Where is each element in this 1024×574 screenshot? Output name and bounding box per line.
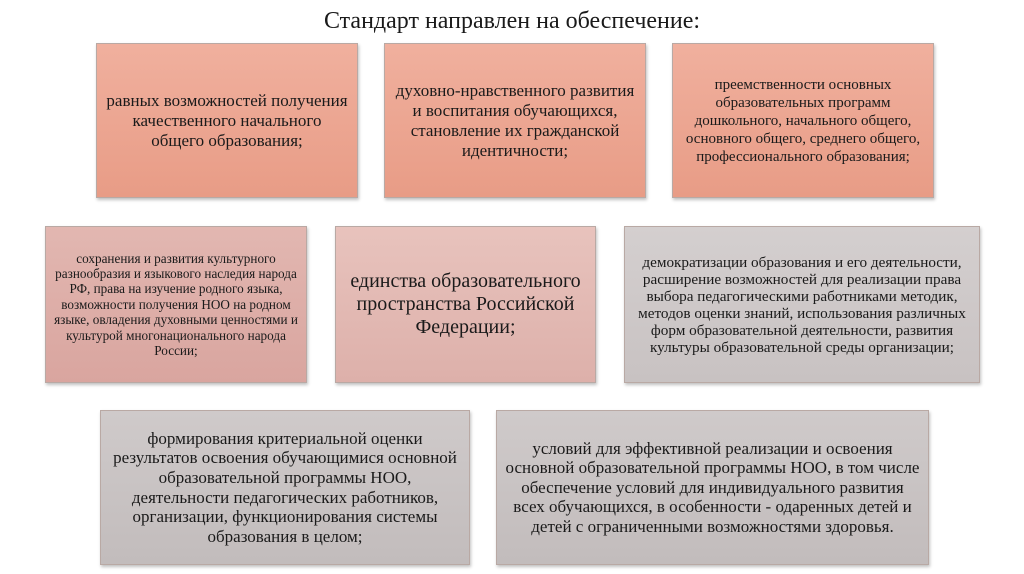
goal-box-educational-unity bbox=[335, 226, 596, 383]
goal-box-democratization bbox=[624, 226, 980, 383]
goal-text: сохранения и развития культурного разнообразия и языкового наследия народа РФ, права на изучение родного языка, возможности получения НОО на родном языке, овладения духовными ценностями и культурой многонационального народа России; bbox=[54, 250, 298, 359]
slide-title: Стандарт направлен на обеспечение: bbox=[323, 8, 701, 34]
goal-box-spiritual-development bbox=[384, 43, 646, 198]
goal-text: равных возможностей получения качественного начального общего образования; bbox=[106, 90, 348, 150]
goal-text: формирования критериальной оценки результатов освоения обучающимися основной образовательной программы НОО, деятельности педагогических работников, организации, функционирования системы образования в целом; bbox=[113, 428, 457, 546]
goal-box-implementation-conditions bbox=[496, 410, 929, 565]
goal-text: условий для эффективной реализации и освоения основной образовательной программы НОО, в том числе обеспечение условий для индивидуального развития всех обучающихся, в особенности - одаренных детей и детей с ограниченными возможностями здоровья. bbox=[505, 438, 920, 536]
goal-text: преемственности основных образовательных программ дошкольного, начального общего, основного общего, среднего общего, профессионального образования; bbox=[685, 76, 921, 165]
goal-text: демократизации образования и его деятельности, расширение возможностей для реализации права выбора педагогическими работниками методик, методов оценки знаний, использования различных форм образовательной деятельности, развития культуры образовательной среды организации; bbox=[638, 253, 966, 356]
goal-text: духовно-нравственного развития и воспитания обучающихся, становление их гражданской идентичности; bbox=[395, 80, 635, 160]
goal-box-criteria-assessment bbox=[100, 410, 470, 565]
goal-box-continuity bbox=[672, 43, 934, 198]
goal-box-cultural-diversity bbox=[45, 226, 307, 383]
goal-text: единства образовательного пространства Российской Федерации; bbox=[350, 270, 581, 338]
goal-box-equal-opportunities bbox=[96, 43, 358, 198]
